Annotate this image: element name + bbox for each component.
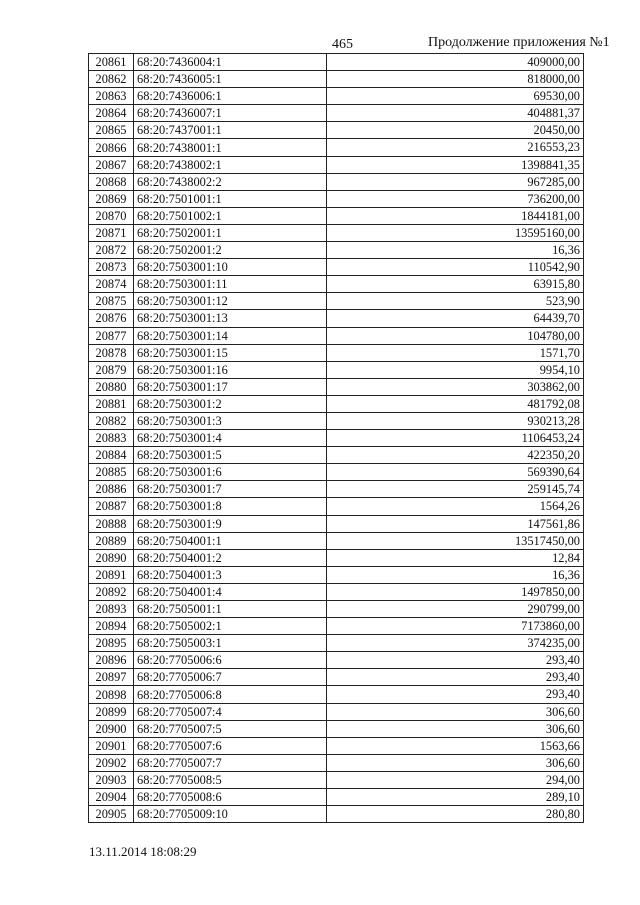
cadastral-number: 68:20:7436005:1 (134, 71, 327, 88)
cadastral-value: 289,10 (327, 789, 584, 806)
table-row (89, 327, 584, 344)
row-number: 20865 (89, 122, 134, 139)
table-row (89, 190, 584, 207)
cadastral-value: 303862,00 (327, 378, 584, 395)
row-number: 20896 (89, 652, 134, 669)
cadastral-value: 1571,70 (327, 344, 584, 361)
cadastral-number: 68:20:7503001:8 (134, 498, 327, 515)
cadastral-value: 20450,00 (327, 122, 584, 139)
row-number: 20870 (89, 207, 134, 224)
cadastral-value: 404881,37 (327, 105, 584, 122)
row-number: 20880 (89, 378, 134, 395)
page-number: 465 (332, 37, 353, 52)
cadastral-number: 68:20:7503001:6 (134, 464, 327, 481)
table-row (89, 601, 584, 618)
cadastral-value: 13517450,00 (327, 532, 584, 549)
cadastral-value: 967285,00 (327, 173, 584, 190)
cadastral-number: 68:20:7705007:5 (134, 720, 327, 737)
table-row (89, 430, 584, 447)
cadastral-number: 68:20:7436007:1 (134, 105, 327, 122)
cadastral-value: 293,40 (327, 652, 584, 669)
cadastral-number: 68:20:7503001:14 (134, 327, 327, 344)
cadastral-number: 68:20:7504001:2 (134, 549, 327, 566)
table-row (89, 276, 584, 293)
cadastral-value: 216553,23 (327, 139, 584, 156)
cadastral-value: 409000,00 (327, 54, 584, 71)
cadastral-number: 68:20:7505003:1 (134, 635, 327, 652)
row-number: 20892 (89, 583, 134, 600)
table-row (89, 395, 584, 412)
cadastral-value: 374235,00 (327, 635, 584, 652)
cadastral-number: 68:20:7504001:3 (134, 566, 327, 583)
table-row (89, 806, 584, 823)
table-row (89, 259, 584, 276)
cadastral-value: 16,36 (327, 242, 584, 259)
row-number: 20894 (89, 618, 134, 635)
table-row (89, 464, 584, 481)
cadastral-number: 68:20:7505001:1 (134, 601, 327, 618)
row-number: 20898 (89, 686, 134, 703)
row-number: 20893 (89, 601, 134, 618)
table-row (89, 139, 584, 156)
row-number: 20900 (89, 720, 134, 737)
table-row (89, 754, 584, 771)
row-number: 20899 (89, 703, 134, 720)
cadastral-number: 68:20:7503001:3 (134, 412, 327, 429)
cadastral-number: 68:20:7503001:7 (134, 481, 327, 498)
row-number: 20888 (89, 515, 134, 532)
cadastral-value: 736200,00 (327, 190, 584, 207)
cadastral-value: 1398841,35 (327, 156, 584, 173)
cadastral-number: 68:20:7503001:16 (134, 361, 327, 378)
cadastral-value: 306,60 (327, 754, 584, 771)
table-row (89, 549, 584, 566)
cadastral-number: 68:20:7501001:1 (134, 190, 327, 207)
row-number: 20861 (89, 54, 134, 71)
cadastral-value: 63915,80 (327, 276, 584, 293)
row-number: 20886 (89, 481, 134, 498)
table-row (89, 737, 584, 754)
cadastral-value: 569390,64 (327, 464, 584, 481)
table-row (89, 720, 584, 737)
table-row (89, 669, 584, 686)
table-row (89, 703, 584, 720)
table-row (89, 122, 584, 139)
row-number: 20867 (89, 156, 134, 173)
row-number: 20904 (89, 789, 134, 806)
table-row (89, 686, 584, 703)
cadastral-number: 68:20:7438002:1 (134, 156, 327, 173)
table-row (89, 583, 584, 600)
table-row (89, 156, 584, 173)
cadastral-value: 293,40 (327, 686, 584, 703)
cadastral-value-table (88, 53, 584, 823)
row-number: 20872 (89, 242, 134, 259)
row-number: 20902 (89, 754, 134, 771)
row-number: 20879 (89, 361, 134, 378)
cadastral-number: 68:20:7504001:1 (134, 532, 327, 549)
table-row (89, 566, 584, 583)
row-number: 20901 (89, 737, 134, 754)
cadastral-value: 1497850,00 (327, 583, 584, 600)
table-row (89, 635, 584, 652)
table-row (89, 618, 584, 635)
cadastral-number: 68:20:7705006:6 (134, 652, 327, 669)
cadastral-number: 68:20:7503001:17 (134, 378, 327, 395)
cadastral-value: 259145,74 (327, 481, 584, 498)
cadastral-number: 68:20:7503001:5 (134, 447, 327, 464)
row-number: 20891 (89, 566, 134, 583)
table-row (89, 344, 584, 361)
cadastral-value: 1106453,24 (327, 430, 584, 447)
table-row (89, 532, 584, 549)
cadastral-value: 280,80 (327, 806, 584, 823)
row-number: 20875 (89, 293, 134, 310)
cadastral-value: 16,36 (327, 566, 584, 583)
row-number: 20878 (89, 344, 134, 361)
row-number: 20895 (89, 635, 134, 652)
cadastral-value: 110542,90 (327, 259, 584, 276)
cadastral-value: 9954,10 (327, 361, 584, 378)
table-row (89, 771, 584, 788)
cadastral-number: 68:20:7505002:1 (134, 618, 327, 635)
table-row (89, 207, 584, 224)
cadastral-number: 68:20:7705006:7 (134, 669, 327, 686)
table-row (89, 54, 584, 71)
cadastral-value: 290799,00 (327, 601, 584, 618)
table-row (89, 242, 584, 259)
row-number: 20889 (89, 532, 134, 549)
cadastral-number: 68:20:7436006:1 (134, 88, 327, 105)
cadastral-value: 306,60 (327, 703, 584, 720)
cadastral-number: 68:20:7705007:7 (134, 754, 327, 771)
row-number: 20863 (89, 88, 134, 105)
table-row (89, 361, 584, 378)
cadastral-number: 68:20:7503001:9 (134, 515, 327, 532)
table-row (89, 447, 584, 464)
row-number: 20862 (89, 71, 134, 88)
table-row (89, 293, 584, 310)
table-body (89, 54, 584, 823)
row-number: 20883 (89, 430, 134, 447)
cadastral-value: 293,40 (327, 669, 584, 686)
table-row (89, 498, 584, 515)
row-number: 20905 (89, 806, 134, 823)
row-number: 20876 (89, 310, 134, 327)
cadastral-value: 422350,20 (327, 447, 584, 464)
cadastral-number: 68:20:7504001:4 (134, 583, 327, 600)
cadastral-number: 68:20:7705007:6 (134, 737, 327, 754)
row-number: 20868 (89, 173, 134, 190)
cadastral-value: 930213,28 (327, 412, 584, 429)
cadastral-number: 68:20:7503001:12 (134, 293, 327, 310)
cadastral-number: 68:20:7705006:8 (134, 686, 327, 703)
cadastral-number: 68:20:7705009:10 (134, 806, 327, 823)
cadastral-number: 68:20:7503001:4 (134, 430, 327, 447)
cadastral-number: 68:20:7503001:11 (134, 276, 327, 293)
table-row (89, 173, 584, 190)
row-number: 20890 (89, 549, 134, 566)
cadastral-number: 68:20:7705008:6 (134, 789, 327, 806)
cadastral-number: 68:20:7501002:1 (134, 207, 327, 224)
cadastral-value: 13595160,00 (327, 224, 584, 241)
cadastral-number: 68:20:7502001:1 (134, 224, 327, 241)
cadastral-value: 1564,26 (327, 498, 584, 515)
cadastral-number: 68:20:7503001:13 (134, 310, 327, 327)
row-number: 20873 (89, 259, 134, 276)
cadastral-number: 68:20:7438002:2 (134, 173, 327, 190)
row-number: 20884 (89, 447, 134, 464)
row-number: 20864 (89, 105, 134, 122)
cadastral-value: 294,00 (327, 771, 584, 788)
table-row (89, 310, 584, 327)
cadastral-number: 68:20:7503001:2 (134, 395, 327, 412)
table-row (89, 789, 584, 806)
cadastral-value: 147561,86 (327, 515, 584, 532)
continuation-title: Продолжение приложения №1 (428, 35, 610, 50)
cadastral-value: 1844181,00 (327, 207, 584, 224)
table-row (89, 88, 584, 105)
row-number: 20877 (89, 327, 134, 344)
cadastral-value: 7173860,00 (327, 618, 584, 635)
cadastral-value: 104780,00 (327, 327, 584, 344)
row-number: 20903 (89, 771, 134, 788)
table-row (89, 652, 584, 669)
cadastral-value: 481792,08 (327, 395, 584, 412)
cadastral-value: 69530,00 (327, 88, 584, 105)
cadastral-number: 68:20:7705007:4 (134, 703, 327, 720)
cadastral-number: 68:20:7705008:5 (134, 771, 327, 788)
cadastral-number: 68:20:7436004:1 (134, 54, 327, 71)
cadastral-value: 1563,66 (327, 737, 584, 754)
table-row (89, 378, 584, 395)
row-number: 20882 (89, 412, 134, 429)
row-number: 20885 (89, 464, 134, 481)
row-number: 20874 (89, 276, 134, 293)
row-number: 20881 (89, 395, 134, 412)
row-number: 20866 (89, 139, 134, 156)
cadastral-number: 68:20:7438001:1 (134, 139, 327, 156)
cadastral-value: 12,84 (327, 549, 584, 566)
row-number: 20871 (89, 224, 134, 241)
table-row (89, 71, 584, 88)
cadastral-number: 68:20:7502001:2 (134, 242, 327, 259)
row-number: 20887 (89, 498, 134, 515)
table-row (89, 515, 584, 532)
cadastral-number: 68:20:7437001:1 (134, 122, 327, 139)
cadastral-value: 818000,00 (327, 71, 584, 88)
cadastral-value: 64439,70 (327, 310, 584, 327)
table-row (89, 224, 584, 241)
cadastral-value: 523,90 (327, 293, 584, 310)
table-row (89, 481, 584, 498)
table-row (89, 412, 584, 429)
cadastral-number: 68:20:7503001:15 (134, 344, 327, 361)
table-row (89, 105, 584, 122)
cadastral-value: 306,60 (327, 720, 584, 737)
row-number: 20869 (89, 190, 134, 207)
row-number: 20897 (89, 669, 134, 686)
print-timestamp: 13.11.2014 18:08:29 (89, 844, 197, 859)
cadastral-number: 68:20:7503001:10 (134, 259, 327, 276)
